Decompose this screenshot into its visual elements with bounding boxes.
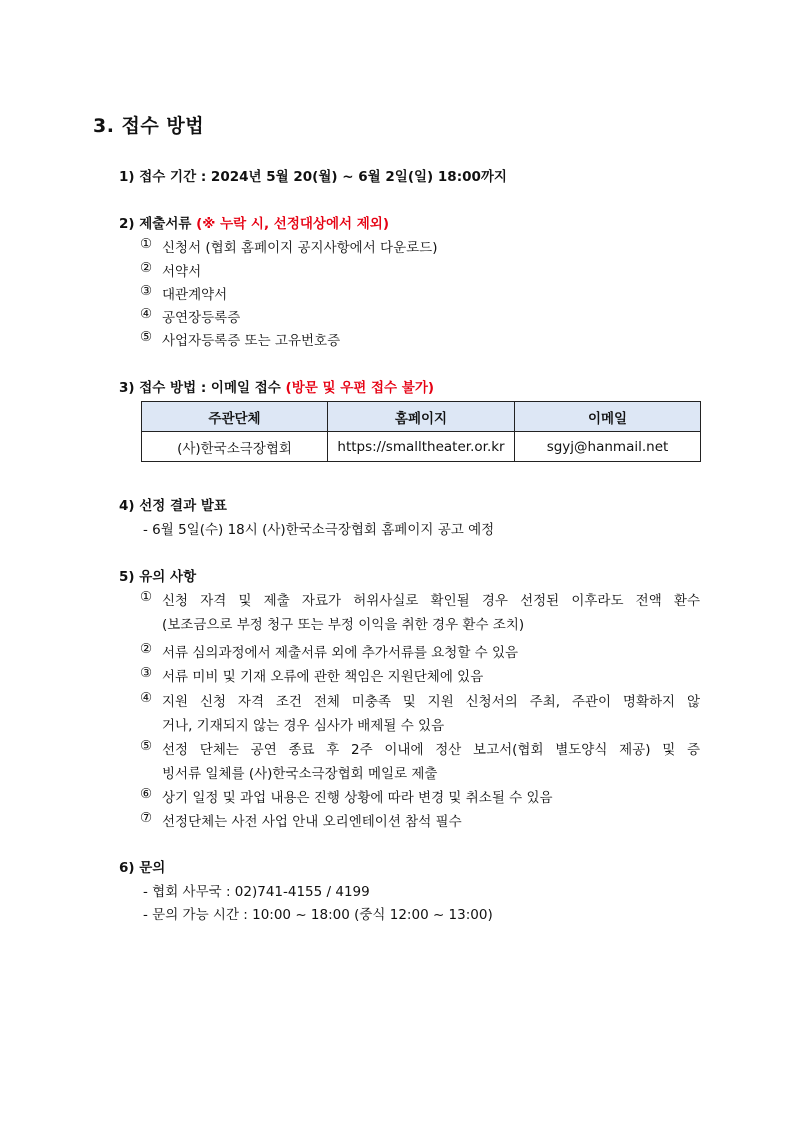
email-cell: sgyj@hanmail.net (515, 432, 701, 462)
item-text: 상기 일정 및 과업 내용은 진행 상황에 따라 변경 및 취소될 수 있음 (162, 790, 553, 806)
submission-method-label: 3) 접수 방법 : 이메일 접수 (119, 380, 281, 396)
item-number: ③ (140, 665, 153, 681)
item-text: 서류 심의과정에서 제출서류 외에 추가서류를 요청할 수 있음 (162, 645, 519, 661)
item-text: 서약서 (162, 264, 202, 280)
item-text: 지원 신청 자격 조건 전체 미충족 및 지원 신청서의 주최, 주관이 명확하지 않 (162, 694, 700, 710)
result-announcement-text: - 6월 5일(수) 18시 (사)한국소극장협회 홈페이지 공고 예정 (143, 522, 495, 538)
item-text: 서류 미비 및 기재 오류에 관한 책임은 지원단체에 있음 (162, 669, 484, 685)
column-header: 이메일 (515, 402, 701, 432)
item-number: ② (140, 641, 153, 657)
item-number: ⑦ (140, 810, 153, 826)
item-number: ⑥ (140, 786, 153, 802)
notes-title: 5) 유의 사항 (119, 569, 197, 585)
result-announcement-title: 4) 선정 결과 발표 (119, 498, 227, 514)
inquiry-hours: - 문의 가능 시간 : 10:00 ~ 18:00 (중식 12:00 ~ 13:00) (143, 907, 493, 923)
contact-table (141, 401, 701, 462)
inquiry-title: 6) 문의 (119, 860, 166, 876)
homepage-cell: https://smalltheater.or.kr (328, 432, 515, 462)
item-number: ① (140, 236, 153, 252)
item-text: 사업자등록증 또는 고유번호증 (162, 333, 341, 349)
organizer-cell: (사)한국소극장협회 (142, 432, 328, 462)
item-text-continued: 거나, 기재되지 않는 경우 심사가 배제될 수 있음 (162, 718, 445, 734)
table-header-row (142, 402, 701, 432)
note-item (140, 589, 700, 635)
item-text: 선정단체는 사전 사업 안내 오리엔테이션 참석 필수 (162, 814, 462, 830)
submission-method-title (119, 376, 434, 396)
column-header: 주관단체 (142, 402, 328, 432)
table-row (142, 432, 701, 462)
item-number: ① (140, 589, 153, 605)
item-text: 선정 단체는 공연 종료 후 2주 이내에 정산 보고서(협회 별도양식 제공) 및 증 (162, 742, 700, 758)
item-number: ⑤ (140, 738, 153, 754)
submission-restriction: (방문 및 우편 접수 불가) (285, 380, 435, 396)
item-number: ⑤ (140, 329, 153, 345)
item-text-continued: (보조금으로 부정 청구 또는 부정 이익을 취한 경우 환수 조치) (162, 617, 525, 633)
item-text: 대관계약서 (162, 287, 228, 303)
item-text: 신청 자격 및 제출 자료가 허위사실로 확인될 경우 선정된 이후라도 전액 환수 (162, 593, 700, 609)
note-item (140, 690, 700, 736)
column-header: 홈페이지 (328, 402, 515, 432)
item-text: 신청서 (협회 홈페이지 공지사항에서 다운로드) (162, 240, 438, 256)
omission-warning: (※ 누락 시, 선정대상에서 제외) (196, 216, 389, 232)
item-number: ② (140, 260, 153, 276)
item-number: ③ (140, 283, 153, 299)
required-documents-label: 2) 제출서류 (119, 216, 192, 232)
inquiry-phone: - 협회 사무국 : 02)741-4155 / 4199 (143, 884, 370, 900)
item-number: ④ (140, 306, 153, 322)
item-number: ④ (140, 690, 153, 706)
application-period: 1) 접수 기간 : 2024년 5월 20(월) ~ 6월 2일(일) 18:00까지 (119, 169, 507, 185)
item-text: 공연장등록증 (162, 310, 241, 326)
required-documents-title (119, 212, 389, 232)
item-text-continued: 빙서류 일체를 (사)한국소극장협회 메일로 제출 (162, 766, 438, 782)
note-item (140, 738, 700, 784)
section-heading: 3. 접수 방법 (93, 115, 205, 137)
